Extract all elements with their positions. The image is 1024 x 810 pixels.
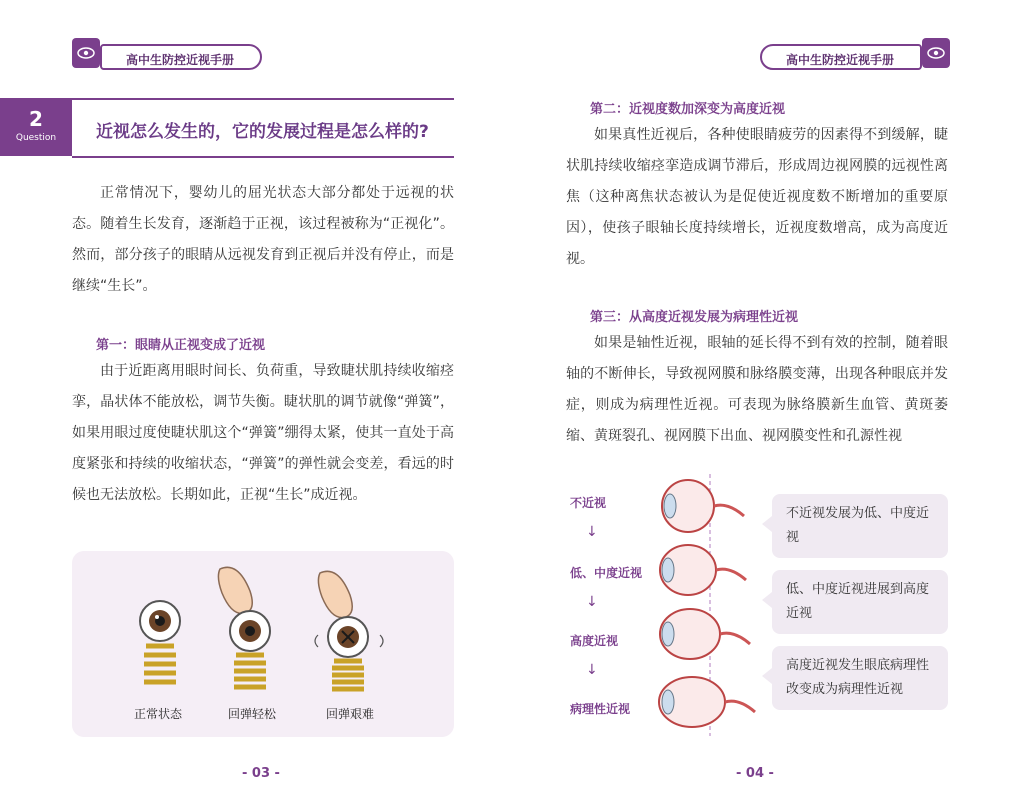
question-rule-bottom (72, 156, 454, 158)
section-one-paragraph: 由于近距离用眼时间长、负荷重，导致睫状肌持续收缩痉挛，晶状体不能放松，调节失衡。睫状肌的调节就像“弹簧”，如果用眼过度使睫状肌这个“弹簧”绷得太紧，使其一直处于高度紧张和持续的收缩状态，“弹簧”的弹性就会变差，看远的时候也无法放松。长期如此，正视“生长”成近视。 (72, 363, 454, 503)
section-two-heading: 第二：近视度数加深变为高度近视 (590, 102, 786, 117)
label-normal: 正常状态 (134, 707, 183, 721)
section-three-heading: 第三：从高度近视发展为病理性近视 (590, 310, 799, 325)
eyeball-progression-diagram (650, 470, 760, 740)
spring-rebound-easy-icon (234, 655, 266, 687)
eyeball-pathological-icon (659, 677, 755, 727)
header-banner-right (760, 44, 922, 70)
question-rule-top (72, 98, 454, 100)
eyeball-high-myopia-icon (660, 609, 750, 659)
section-one-heading: 第一：眼睛从正视变成了近视 (96, 338, 266, 353)
stage-high-myopia: 高度近视 (570, 634, 619, 648)
finger-icon (218, 567, 252, 613)
page-number-left: - 03 - (242, 766, 280, 781)
bubble-stage-2: 低、中度近视进展到高度近视 (772, 570, 948, 634)
eye-icon (927, 47, 945, 59)
label-rebound-easy: 回弹轻松 (228, 707, 277, 721)
eye-icon (77, 47, 95, 59)
question-label: Question (15, 133, 57, 143)
header-eye-tab-left (72, 38, 100, 68)
section-three-paragraph: 如果是轴性近视，眼轴的延长得不到有效的控制，随着眼轴的不断伸长，导致视网膜和脉络膜变薄，出现各种眼底并发症，则成为病理性近视。可表现为脉络膜新生血管、黄斑萎缩、黄斑裂孔、视网膜下出血、视网膜变性和孔源性视 (566, 335, 948, 444)
section-two-paragraph: 如果真性近视后，各种使眼睛疲劳的因素得不到缓解，睫状肌持续收缩痉挛造成调节滞后，形成周边视网膜的远视性离焦（这种离焦状态被认为是促使近视度数不断增加的重要原因），使孩子眼轴长度持续增长，近视度数增高，成为高度近视。 (566, 127, 948, 267)
bubble-stage-1: 不近视发展为低、中度近视 (772, 494, 948, 558)
label-rebound-hard: 回弹艰难 (326, 707, 375, 721)
finger-icon (318, 571, 352, 617)
bubble-stage-3: 高度近视发生眼底病理性改变成为病理性近视 (772, 646, 948, 710)
stage-low-mid-myopia: 低、中度近视 (570, 566, 643, 580)
header-eye-tab-right (922, 38, 950, 68)
header-banner-left (100, 44, 262, 70)
stage-no-myopia: 不近视 (570, 496, 607, 510)
intro-paragraph: 正常情况下，婴幼儿的屈光状态大部分都处于远视的状态。随着生长发育，逐渐趋于正视，该过程被称为“正视化”。然而，部分孩子的眼睛从远视发育到正视后并没有停止，而是继续“生长”。 (72, 185, 454, 294)
question-badge (0, 98, 72, 156)
eye-normal-icon (140, 601, 180, 641)
header-title-left: 高中生防控近视手册 (126, 53, 235, 67)
arrow-down-icon: ↓ (586, 662, 598, 678)
question-number: 2 (29, 107, 43, 131)
spring-rebound-hard-icon (332, 661, 364, 689)
header-title-right: 高中生防控近视手册 (786, 53, 895, 67)
stage-pathological-myopia: 病理性近视 (570, 702, 631, 716)
eye-rebound-easy-icon (230, 611, 270, 651)
arrow-down-icon: ↓ (586, 594, 598, 610)
eyeball-low-myopia-icon (660, 545, 746, 595)
page-number-right: - 04 - (736, 766, 774, 781)
eyeball-normal-icon (662, 480, 744, 532)
arrow-down-icon: ↓ (586, 524, 598, 540)
question-title: 近视怎么发生的，它的发展过程是怎么样的? (96, 122, 429, 142)
eye-rebound-hard-icon (328, 617, 368, 657)
spring-normal-icon (144, 646, 176, 682)
